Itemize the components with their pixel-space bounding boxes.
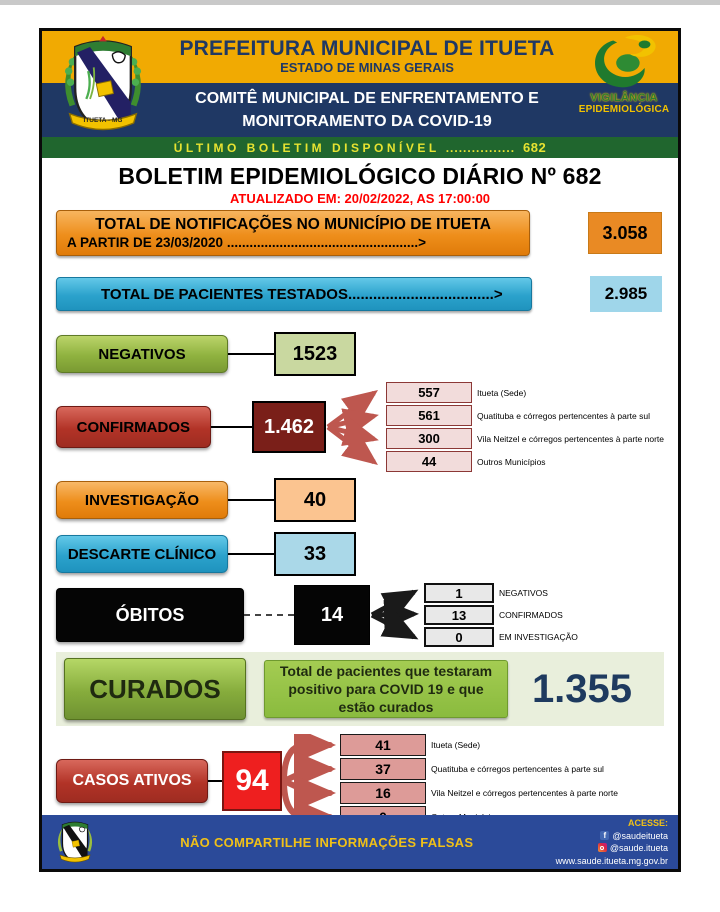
curados-strip — [56, 652, 664, 726]
confirmados-bar: CONFIRMADOS — [56, 406, 211, 448]
breakdown-label: CONFIRMADOS — [499, 610, 563, 620]
bulletin-body — [42, 163, 678, 828]
breakdown-label: Itueta (Sede) — [431, 740, 481, 750]
breakdown-item — [340, 758, 618, 780]
tested-row — [56, 276, 664, 312]
website-link[interactable]: www.saude.itueta.mg.gov.br — [555, 856, 668, 866]
comite-line1: COMITÊ MUNICIPAL DE ENFRENTAMENTO E — [195, 89, 539, 107]
prefeitura-title: PREFEITURA MUNICIPAL DE ITUETA — [179, 37, 555, 61]
curados-value: 1.355 — [531, 666, 633, 711]
casos-ativos-breakdown — [340, 734, 618, 828]
breakdown-item — [386, 451, 664, 472]
obitos-bar: ÓBITOS — [56, 588, 244, 642]
curados-bar: CURADOS — [64, 658, 246, 720]
descarte-value: 33 — [274, 532, 356, 576]
header — [42, 31, 678, 158]
instagram-handle: @saude.itueta — [609, 842, 668, 853]
breakdown-label: NEGATIVOS — [499, 588, 548, 598]
bulletin-page — [39, 28, 681, 872]
breakdown-value: 37 — [340, 758, 426, 780]
confirmados-arrows-icon — [326, 382, 386, 472]
last-bulletin-label: ÚLTIMO BOLETIM DISPONÍVEL — [173, 140, 440, 155]
breakdown-value: 561 — [386, 405, 472, 426]
breakdown-label: Vila Neitzel e córregos pertencentes à parte norte — [477, 433, 664, 444]
descarte-bar: DESCARTE CLÍNICO — [56, 535, 228, 573]
last-bulletin-number: 682 — [523, 140, 547, 155]
breakdown-value: 41 — [340, 734, 426, 756]
investigacao-row — [56, 478, 664, 522]
breakdown-label: EM INVESTIGAÇÃO — [499, 632, 578, 642]
breakdown-label: Outros Municípios — [477, 456, 546, 467]
breakdown-item — [424, 627, 578, 647]
dashed-connector-line — [244, 614, 294, 616]
casos-ativos-arrows-icon — [278, 734, 340, 828]
connector-line — [228, 499, 274, 501]
last-bulletin-band — [42, 137, 678, 158]
vigilancia-label: VIGILÂNCIA — [590, 92, 658, 104]
notifications-line2: A PARTIR DE 23/03/2020 ...................................................> — [67, 234, 426, 250]
casos-ativos-value: 94 — [222, 751, 282, 811]
itueta-coat-of-arms-icon — [52, 819, 98, 865]
last-bulletin-dots: ................ — [445, 140, 516, 155]
breakdown-item — [386, 382, 664, 403]
estado-subtitle: ESTADO DE MINAS GERAIS — [280, 60, 454, 76]
epidemiologica-label: EPIDEMIOLÓGICA — [578, 104, 670, 115]
breakdown-item — [340, 734, 618, 756]
curados-description: Total de pacientes que testaram positivo para COVID 19 e que estão curados — [264, 660, 508, 718]
negativos-bar: NEGATIVOS — [56, 335, 228, 373]
negativos-value: 1523 — [274, 332, 356, 376]
descarte-row — [56, 532, 664, 576]
tested-value: 2.985 — [590, 276, 662, 312]
investigacao-bar: INVESTIGAÇÃO — [56, 481, 228, 519]
breakdown-item — [424, 605, 578, 625]
breakdown-value: 16 — [340, 782, 426, 804]
instagram-link[interactable] — [598, 842, 668, 854]
svg-text:ITUETA - MG: ITUETA - MG — [83, 117, 123, 125]
notifications-line1: TOTAL DE NOTIFICAÇÕES NO MUNICÍPIO DE ITUETA — [95, 216, 491, 234]
window-edge — [0, 0, 720, 5]
breakdown-value: 0 — [424, 627, 494, 647]
footer-links — [556, 817, 668, 867]
breakdown-value: 13 — [424, 605, 494, 625]
tested-bar — [56, 277, 532, 311]
instagram-icon — [598, 843, 607, 852]
obitos-breakdown — [424, 583, 578, 647]
vigilancia-swirl-icon — [580, 32, 668, 94]
connector-line — [211, 426, 252, 428]
breakdown-value: 44 — [386, 451, 472, 472]
casos-ativos-row — [56, 734, 664, 828]
footer — [42, 815, 678, 869]
updated-at: ATUALIZADO EM: 20/02/2022, AS 17:00:00 — [229, 191, 491, 206]
breakdown-label: Quatituba e córregos pertencentes à parte sul — [431, 764, 604, 774]
breakdown-item — [386, 405, 664, 426]
breakdown-item — [340, 782, 618, 804]
connector-line — [228, 553, 274, 555]
breakdown-value: 557 — [386, 382, 472, 403]
breakdown-value: 1 — [424, 583, 494, 603]
connector-line — [208, 780, 222, 782]
itueta-coat-of-arms-icon — [50, 34, 156, 136]
vigilancia-logo — [572, 32, 676, 137]
notifications-bar — [56, 210, 530, 256]
breakdown-value: 300 — [386, 428, 472, 449]
investigacao-value: 40 — [274, 478, 356, 522]
obitos-arrows-icon — [370, 582, 424, 648]
breakdown-item — [386, 428, 664, 449]
footer-message: NÃO COMPARTILHE INFORMAÇÕES FALSAS — [180, 834, 474, 850]
breakdown-item — [424, 583, 578, 603]
obitos-value: 14 — [294, 585, 370, 645]
facebook-icon: f — [600, 831, 609, 840]
breakdown-label: Itueta (Sede) — [477, 387, 527, 398]
comite-line2: MONITORAMENTO DA COVID-19 — [242, 113, 492, 130]
breakdown-label: Quatituba e córregos pertencentes à parte sul — [477, 410, 650, 421]
obitos-row — [56, 582, 664, 648]
confirmados-value: 1.462 — [252, 401, 326, 453]
bulletin-title: BOLETIM EPIDEMIOLÓGICO DIÁRIO Nº 682 — [118, 163, 602, 189]
negativos-row — [56, 332, 664, 376]
facebook-handle: @saudeitueta — [612, 830, 668, 841]
acesse-label: ACESSE: — [627, 818, 668, 828]
casos-ativos-bar: CASOS ATIVOS — [56, 759, 208, 803]
notifications-value: 3.058 — [588, 212, 662, 254]
confirmados-breakdown — [386, 382, 664, 472]
connector-line — [228, 353, 274, 355]
tested-label: TOTAL DE PACIENTES TESTADOS...................................> — [101, 285, 503, 303]
breakdown-label: Vila Neitzel e córregos pertencentes à parte norte — [431, 788, 618, 798]
notifications-row — [56, 210, 664, 256]
confirmados-row — [56, 382, 664, 472]
facebook-link[interactable] — [600, 830, 668, 842]
